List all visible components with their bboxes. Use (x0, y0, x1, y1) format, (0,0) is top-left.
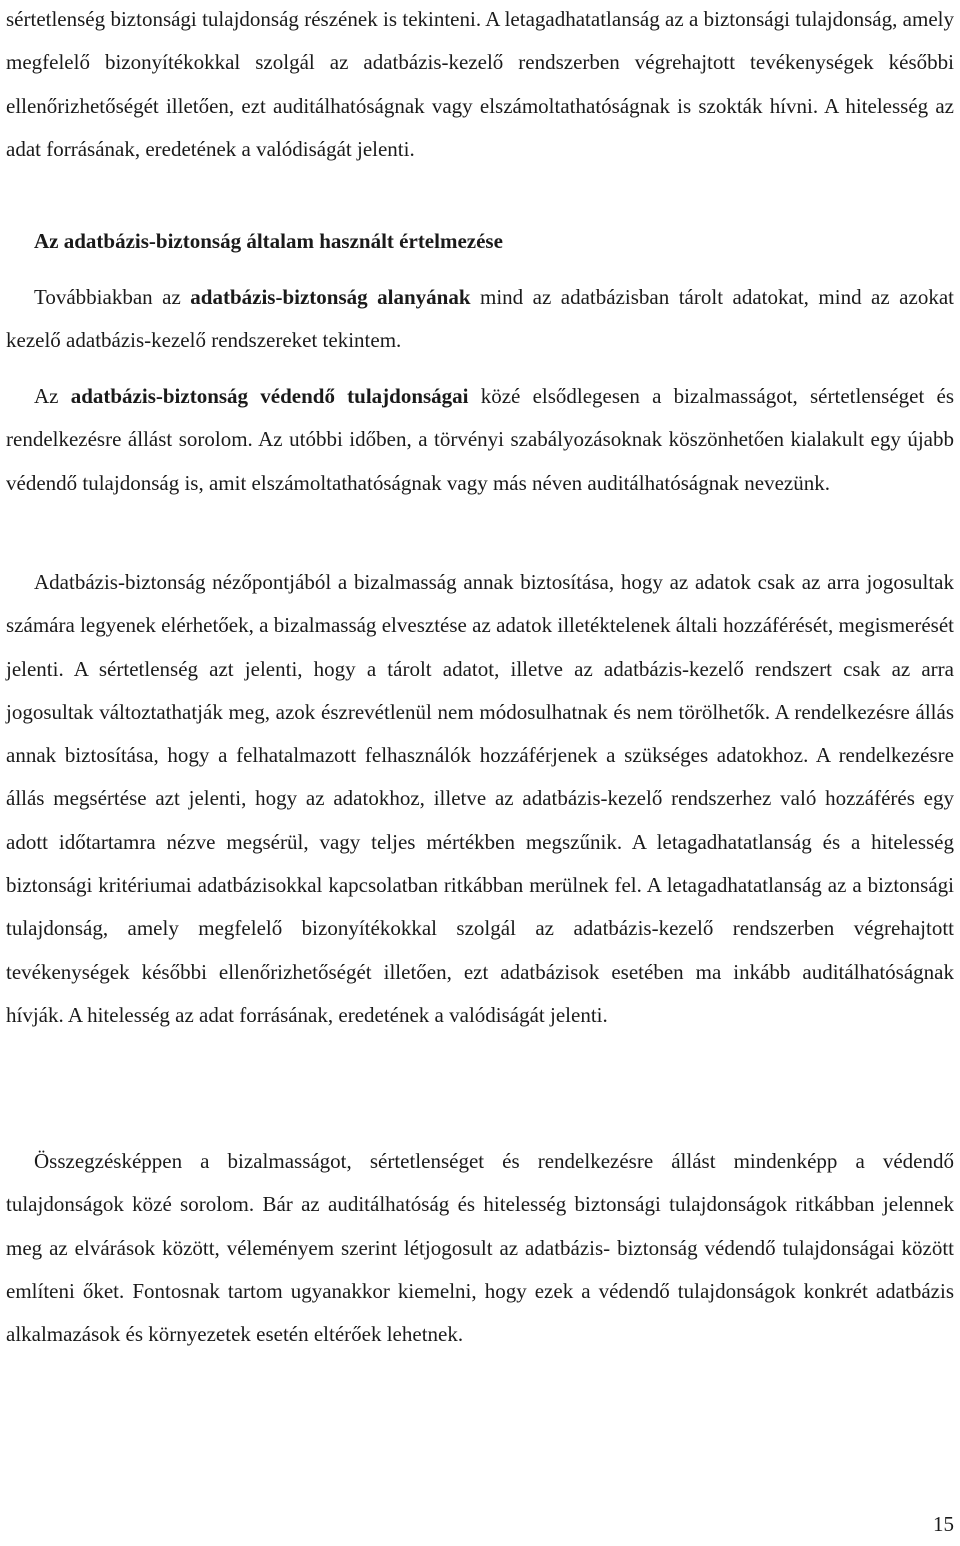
paragraph-text: Összegzésképpen a bizalmasságot, sértetlenséget és rendelkezésre állást mindenképp a védendő tulajdonságok közé sorolom. Bár az auditálhatóság és hitelesség biztonsági tulajdonságok ritkábban jelennek meg az elvárások között, véleményem szerint létjogosult az adatbázis- biztonság védendő tulajdonságai között említeni őket. Fontosnak tartom ugyanakkor kiemelni, hogy ezek a védendő tulajdonságok konkrét adatbázis alkalmazások és környezetek esetén eltérőek lehetnek. (6, 1149, 954, 1347)
paragraph-text: mind az adatbázisban tárolt adatokat, mind az azokat kezelő adatbázis-kezelő rendszereket tekintem. (6, 285, 954, 353)
paragraph-subject (6, 276, 954, 363)
section-heading: Az adatbázis-biztonság általam használt értelmezése (34, 229, 503, 253)
paragraph-continuation: sértetlenség biztonsági tulajdonság részének is tekinteni. A letagadhatatlanság az a biztonsági tulajdonság, amely megfelelő bizonyítékokkal szolgál az adatbázis-kezelő rendszerben végrehajtott tevékenységek későbbi ellenőrizhetőségét illetően, ezt auditálhatóságnak vagy elszámoltathatóságnak is szokták hívni. A hitelesség az adat forrásának, eredetének a valódiságát jelenti. (6, 7, 954, 161)
paragraph-text: Az (34, 384, 71, 408)
paragraph-definitions (6, 561, 954, 1037)
emphasis-term: adatbázis-biztonság alanyának (190, 285, 471, 309)
paragraph-text: közé elsődlegesen a bizalmasságot, sértetlenséget és rendelkezésre állást sorolom. Az utóbbi időben, a törvényi szabályozásoknak köszönhetően kialakult egy újabb védendő tulajdonság is, amit elszámoltathatóságnak vagy más néven auditálhatóságnak nevezünk. (6, 384, 954, 495)
paragraph-text: Adatbázis-biztonság nézőpontjából a bizalmasság annak biztosítása, hogy az adatok csak az arra jogosultak számára legyenek elérhetőek, a bizalmasság elvesztése az adatok illetéktelenek általi hozzáférését, megismerését jelenti. A sértetlenség azt jelenti, hogy a tárolt adatot, illetve az adatbázis-kezelő rendszert csak az arra jogosultak változtathatják meg, azok észrevétlenül nem módosulhatnak és nem törölhetők. A rendelkezésre állás annak biztosítása, hogy a felhatalmazott felhasználók hozzáférjenek a szükséges adatokhoz. A rendelkezésre állás megsértése azt jelenti, hogy az adatokhoz, illetve az adatbázis-kezelő rendszerhez való hozzáférés egy adott időtartamra nézve megsérül, vagy teljes mértékben megszűnik. A letagadhatatlanság és a hitelesség biztonsági kritériumai adatbázisokkal kapcsolatban ritkábban merülnek fel. A letagadhatatlanság az a biztonsági tulajdonság, amely megfelelő bizonyítékokkal szolgál az adatbázis-kezelő rendszerben végrehajtott tevékenységek későbbi ellenőrizhetőségét illetően, ezt adatbázisok esetében ma inkább auditálhatóságnak hívják. A hitelesség az adat forrásának, eredetének a valódiságát jelenti. (6, 570, 954, 1027)
paragraph-properties (6, 375, 954, 505)
paragraph-summary (6, 1140, 954, 1356)
paragraph-text: Továbbiakban az (34, 285, 191, 309)
emphasis-term: adatbázis-biztonság védendő tulajdonságai (70, 384, 469, 408)
page-number: 15 (933, 1512, 954, 1536)
